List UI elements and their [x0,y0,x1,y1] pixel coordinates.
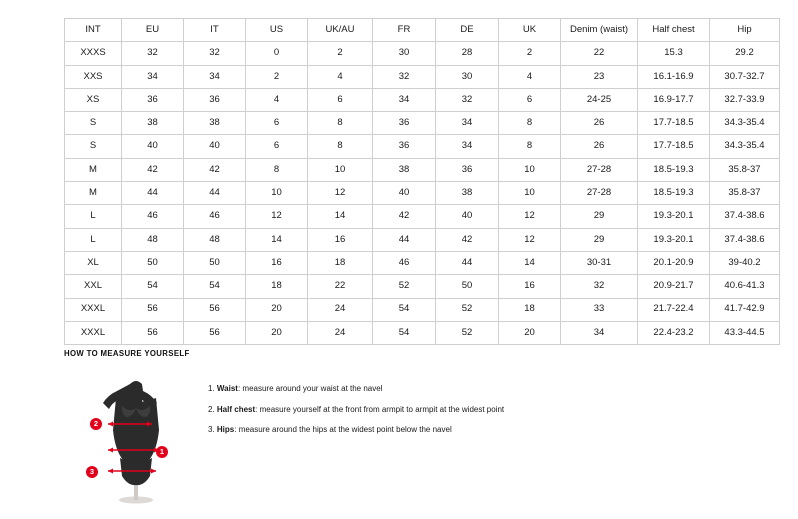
table-cell: XXXL [65,298,122,321]
table-cell: 22 [308,275,373,298]
table-cell: 8 [308,112,373,135]
table-cell: 38 [436,182,499,205]
table-row [65,251,780,274]
table-cell: 16 [308,228,373,251]
table-cell: M [65,158,122,181]
table-cell: 20 [499,321,561,344]
table-cell: 6 [246,112,308,135]
instruction-number: 3. [208,425,215,435]
instruction-text: : measure around your waist at the navel [237,384,383,393]
column-header-us: US [246,19,308,42]
table-cell: 30 [373,42,436,65]
table-cell: 4 [308,65,373,88]
table-cell: 10 [499,182,561,205]
table-row [65,88,780,111]
instruction-text: : measure yourself at the front from armpit to armpit at the widest point [255,404,505,414]
table-row [65,42,780,65]
badge-1: 1 [156,446,168,458]
table-header-row [65,19,780,42]
badge-2: 2 [90,418,102,430]
table-cell: 0 [246,42,308,65]
table-cell: 8 [308,135,373,158]
table-row [65,275,780,298]
table-cell: 38 [373,158,436,181]
column-header-uk-au: UK/AU [308,19,373,42]
table-cell: 4 [246,88,308,111]
table-cell: 34.3-35.4 [710,135,780,158]
measure-instruction-2 [208,405,504,415]
table-cell: 38 [122,112,184,135]
table-cell: 46 [373,251,436,274]
table-cell: 35.8-37 [710,158,780,181]
table-cell: 24 [308,298,373,321]
table-cell: 16.1-16.9 [638,65,710,88]
instruction-term: Waist [216,384,238,393]
table-cell: 20 [246,321,308,344]
instruction-term: Hips [216,425,235,435]
table-cell: 36 [184,88,246,111]
table-cell: 6 [308,88,373,111]
table-cell: 16 [499,275,561,298]
measure-instruction-3 [208,425,504,435]
table-cell: 29.2 [710,42,780,65]
table-cell: 28 [436,42,499,65]
column-header-eu: EU [122,19,184,42]
table-cell: 27-28 [561,158,638,181]
table-cell: 40 [122,135,184,158]
column-header-int: INT [65,19,122,42]
table-cell: 24 [308,321,373,344]
table-cell: 32.7-33.9 [710,88,780,111]
column-header-de: DE [436,19,499,42]
table-cell: 52 [373,275,436,298]
table-cell: XXS [65,65,122,88]
table-cell: 54 [373,321,436,344]
measure-instruction-1 [208,384,504,394]
table-cell: 46 [184,205,246,228]
table-cell: 34 [436,135,499,158]
table-cell: 54 [122,275,184,298]
table-cell: 16.9-17.7 [638,88,710,111]
table-cell: 36 [373,112,436,135]
table-cell: 30 [436,65,499,88]
table-cell: 44 [122,182,184,205]
table-cell: 8 [246,158,308,181]
mannequin-illustration [64,370,194,505]
table-cell: 46 [122,205,184,228]
table-cell: 56 [184,321,246,344]
table-cell: 18 [308,251,373,274]
table-cell: 37.4-38.6 [710,205,780,228]
table-row [65,321,780,344]
table-cell: 10 [246,182,308,205]
table-cell: 36 [436,158,499,181]
table-cell: 34 [436,112,499,135]
table-row [65,135,780,158]
table-cell: 10 [308,158,373,181]
table-cell: XS [65,88,122,111]
table-cell: S [65,135,122,158]
instruction-number: 1. [208,384,215,393]
table-cell: 14 [499,251,561,274]
table-cell: 37.4-38.6 [710,228,780,251]
table-cell: 19.3-20.1 [638,205,710,228]
column-header-fr: FR [373,19,436,42]
column-header-half-chest: Half chest [638,19,710,42]
size-chart-table [64,18,780,345]
column-header-hip: Hip [710,19,780,42]
table-cell: 38 [184,112,246,135]
table-cell: 43.3-44.5 [710,321,780,344]
table-cell: 12 [246,205,308,228]
mannequin-figure [64,370,194,505]
table-cell: 18.5-19.3 [638,158,710,181]
table-cell: 39-40.2 [710,251,780,274]
table-cell: S [65,112,122,135]
table-row [65,112,780,135]
table-cell: L [65,205,122,228]
instruction-term: Half chest [216,404,256,414]
table-cell: 12 [308,182,373,205]
table-cell: 20.9-21.7 [638,275,710,298]
table-cell: 2 [246,65,308,88]
badge-3: 3 [86,466,98,478]
table-cell: 56 [184,298,246,321]
table-row [65,65,780,88]
table-cell: 56 [122,321,184,344]
table-cell: 34 [122,65,184,88]
table-row [65,228,780,251]
table-cell: 52 [436,298,499,321]
table-cell: 18 [246,275,308,298]
table-cell: 6 [499,88,561,111]
table-cell: 8 [499,135,561,158]
table-cell: 40.6-41.3 [710,275,780,298]
table-cell: 26 [561,112,638,135]
table-cell: 48 [184,228,246,251]
table-cell: 2 [499,42,561,65]
table-cell: 22 [561,42,638,65]
how-to-measure-section [64,349,764,505]
table-cell: 34.3-35.4 [710,112,780,135]
table-cell: 44 [436,251,499,274]
table-cell: 26 [561,135,638,158]
table-cell: 12 [499,205,561,228]
table-cell: 34 [373,88,436,111]
how-to-measure-title: HOW TO MEASURE YOURSELF [64,349,190,358]
table-cell: 52 [436,321,499,344]
table-row [65,205,780,228]
table-cell: 50 [436,275,499,298]
table-cell: 54 [184,275,246,298]
table-cell: 42 [184,158,246,181]
table-cell: 22.4-23.2 [638,321,710,344]
table-cell: 40 [373,182,436,205]
table-cell: 42 [122,158,184,181]
table-row [65,182,780,205]
table-cell: 36 [122,88,184,111]
table-cell: 17.7-18.5 [638,135,710,158]
table-cell: 23 [561,65,638,88]
table-cell: 15.3 [638,42,710,65]
table-cell: 36 [373,135,436,158]
table-cell: 34 [561,321,638,344]
table-cell: 56 [122,298,184,321]
instruction-number: 2. [208,404,215,414]
table-cell: 50 [184,251,246,274]
table-cell: 20 [246,298,308,321]
table-cell: XXL [65,275,122,298]
table-cell: 32 [561,275,638,298]
table-cell: 17.7-18.5 [638,112,710,135]
column-header-denim-waist: Denim (waist) [561,19,638,42]
table-cell: 29 [561,228,638,251]
table-cell: 30-31 [561,251,638,274]
table-cell: 10 [499,158,561,181]
table-cell: 50 [122,251,184,274]
table-cell: 27-28 [561,182,638,205]
table-cell: 54 [373,298,436,321]
table-cell: 29 [561,205,638,228]
table-cell: 21.7-22.4 [638,298,710,321]
table-cell: 20.1-20.9 [638,251,710,274]
table-row [65,298,780,321]
table-cell: 32 [122,42,184,65]
table-cell: 35.8-37 [710,182,780,205]
table-cell: 30.7-32.7 [710,65,780,88]
table-cell: XXXL [65,321,122,344]
table-cell: 42 [436,228,499,251]
table-cell: 4 [499,65,561,88]
column-header-uk: UK [499,19,561,42]
table-cell: 14 [246,228,308,251]
table-row [65,158,780,181]
table-cell: M [65,182,122,205]
table-cell: L [65,228,122,251]
table-cell: 18 [499,298,561,321]
table-cell: 34 [184,65,246,88]
table-cell: XXXS [65,42,122,65]
table-cell: 14 [308,205,373,228]
table-cell: 16 [246,251,308,274]
measure-instructions [208,384,504,446]
table-cell: 41.7-42.9 [710,298,780,321]
table-cell: 2 [308,42,373,65]
table-cell: 6 [246,135,308,158]
table-cell: 8 [499,112,561,135]
table-cell: 32 [436,88,499,111]
table-cell: 12 [499,228,561,251]
table-cell: 40 [436,205,499,228]
table-cell: 44 [184,182,246,205]
table-cell: 24-25 [561,88,638,111]
table-cell: 18.5-19.3 [638,182,710,205]
table-cell: 40 [184,135,246,158]
table-cell: 19.3-20.1 [638,228,710,251]
table-cell: 32 [373,65,436,88]
table-cell: 33 [561,298,638,321]
table-cell: 48 [122,228,184,251]
column-header-it: IT [184,19,246,42]
table-cell: 32 [184,42,246,65]
table-cell: 42 [373,205,436,228]
instruction-text: : measure around the hips at the widest point below the navel [234,425,452,435]
table-cell: 44 [373,228,436,251]
table-cell: XL [65,251,122,274]
